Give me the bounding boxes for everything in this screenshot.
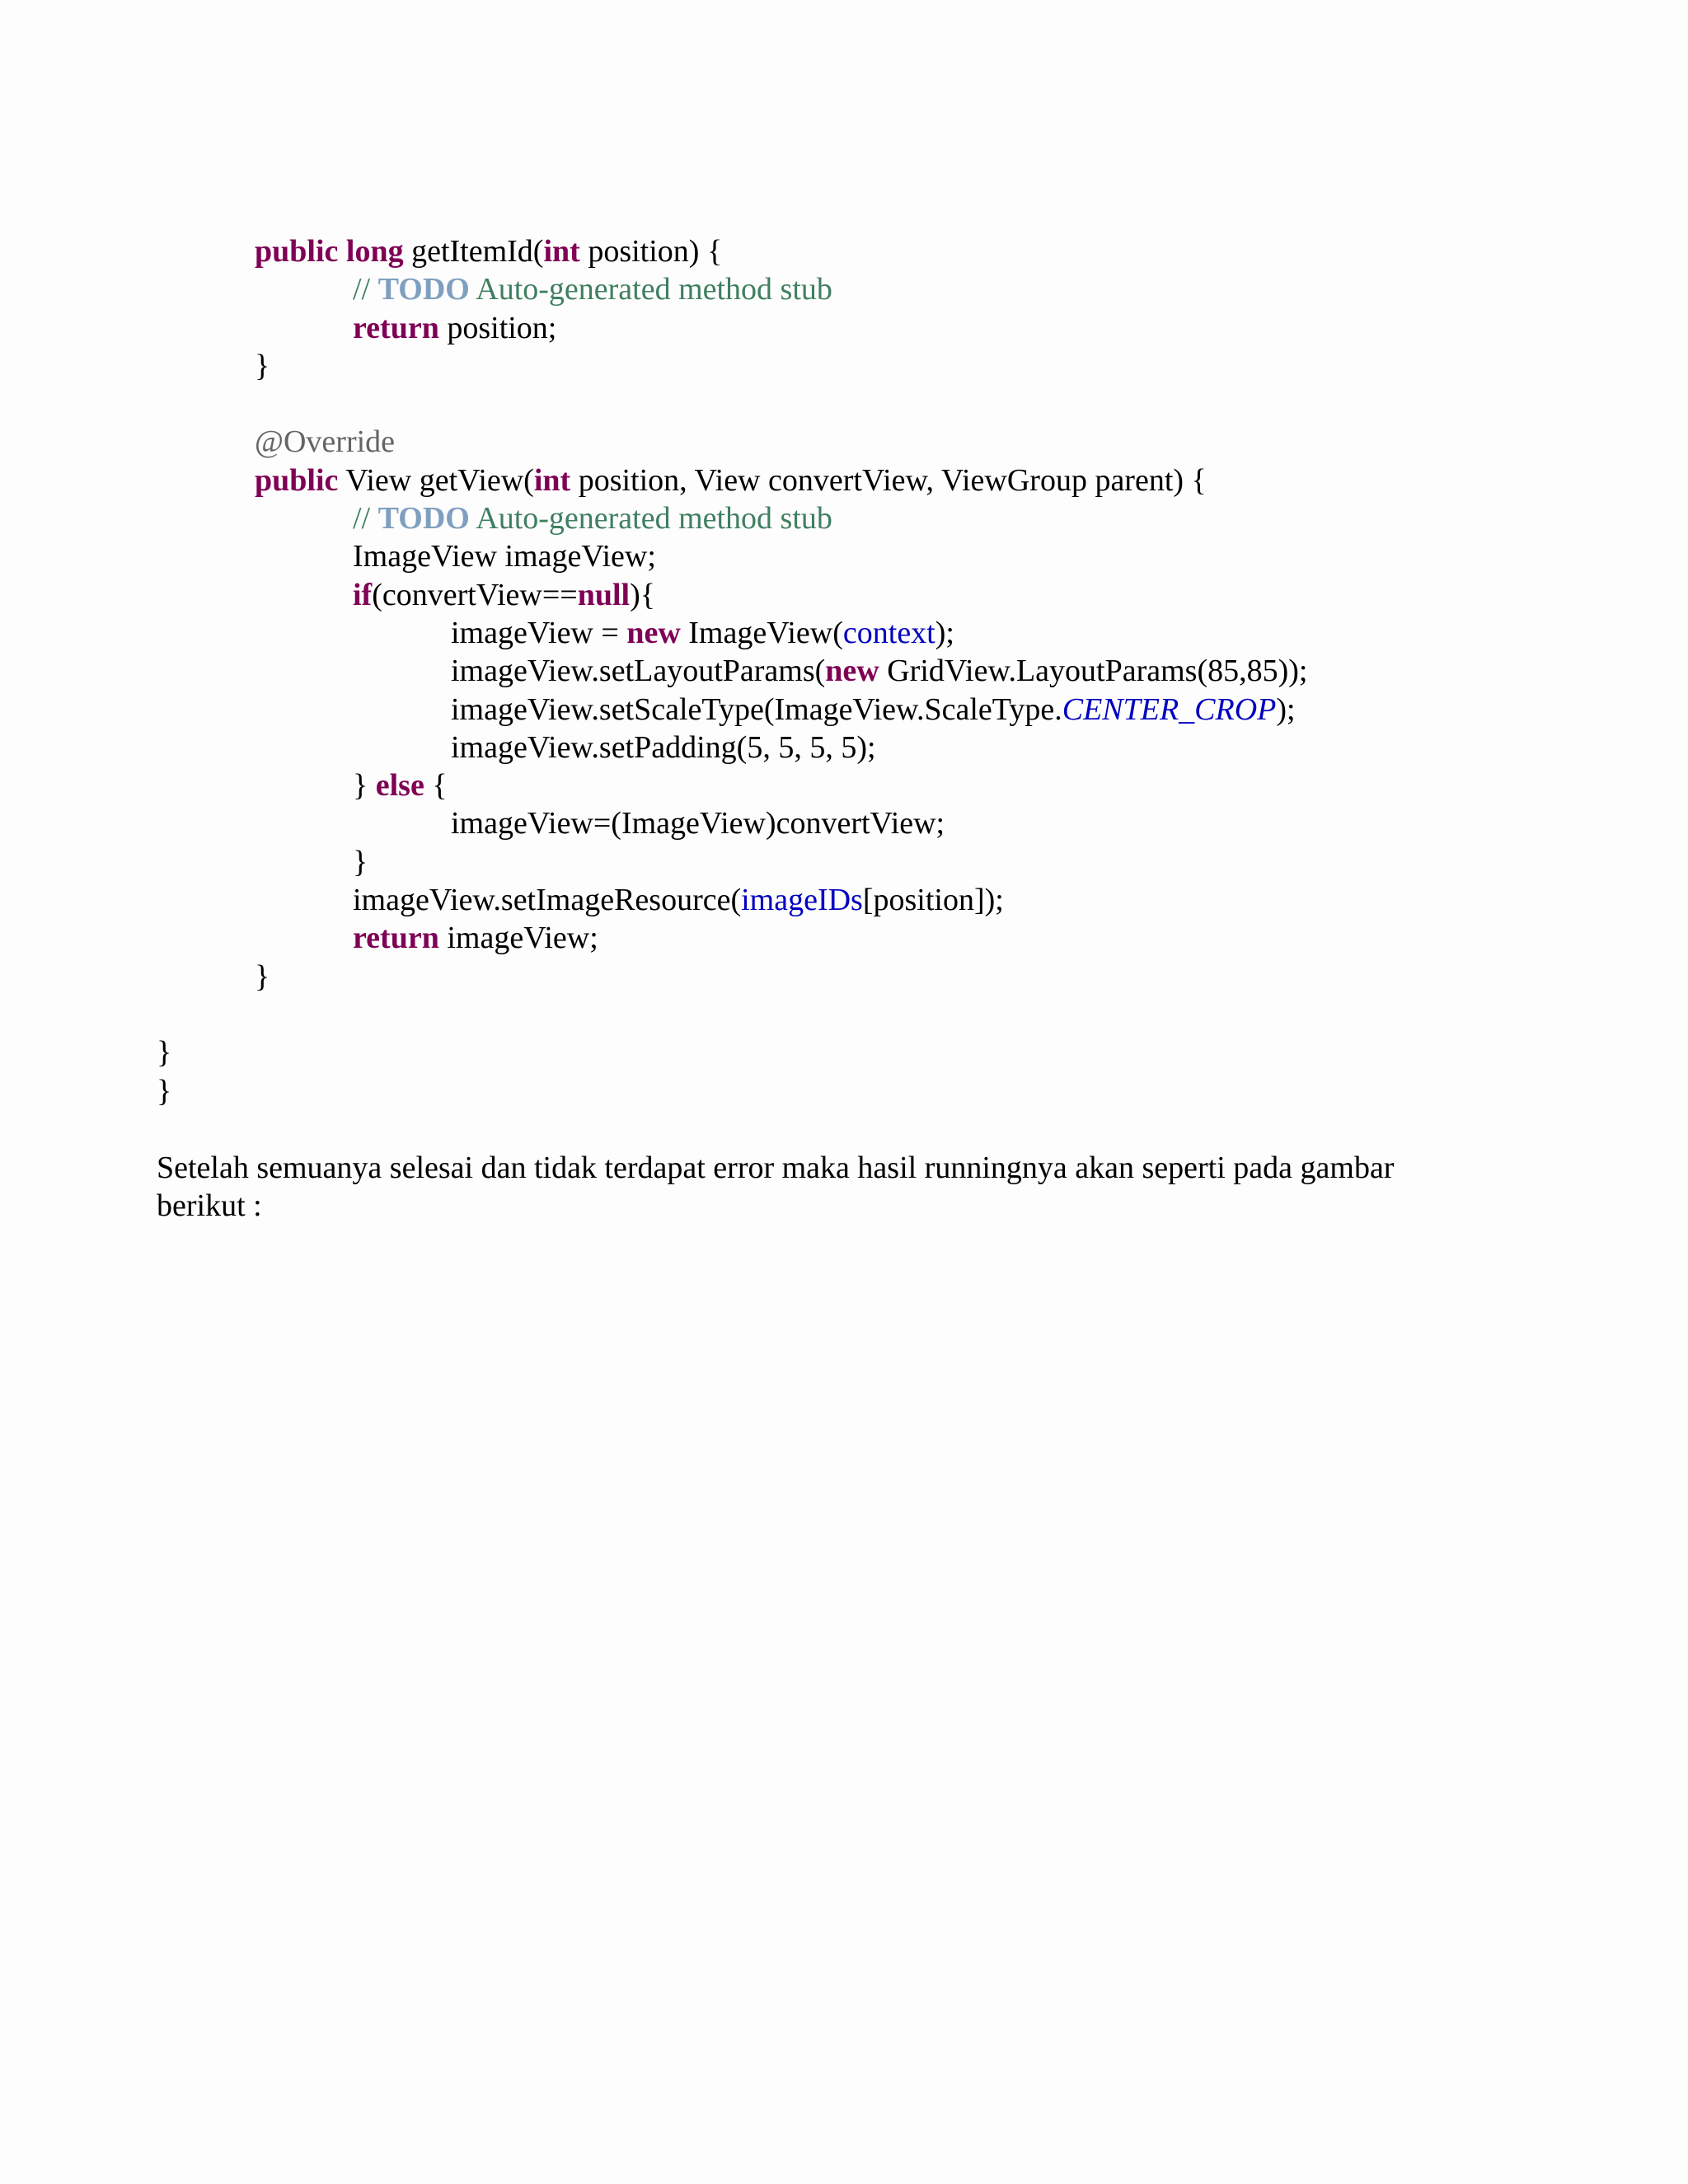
code-text: } <box>353 768 376 804</box>
keyword: new <box>626 615 681 650</box>
code-line <box>157 691 1607 729</box>
code-text: ){ <box>630 577 656 612</box>
code-text: } <box>353 844 368 879</box>
code-line <box>157 614 1607 652</box>
field-ref: imageIDs <box>741 883 863 918</box>
code-text: } <box>255 958 270 994</box>
body-paragraph <box>157 1149 1508 1226</box>
code-line <box>157 576 1607 614</box>
keyword: public <box>255 462 339 498</box>
blank-line <box>157 385 1607 423</box>
code-text: imageView.setImageResource( <box>353 883 742 918</box>
code-line <box>157 919 1607 957</box>
code-line <box>157 843 1607 881</box>
code-line <box>157 462 1607 499</box>
code-text: } <box>157 1073 172 1108</box>
code-text: getItemId( <box>403 234 544 269</box>
code-comment-line <box>157 499 1607 537</box>
code-line <box>157 347 1607 385</box>
code-text: View getView( <box>338 462 534 498</box>
code-text: imageView.setLayoutParams( <box>451 654 826 689</box>
annotation: @Override <box>255 424 396 460</box>
todo-tag: TODO <box>377 501 470 537</box>
code-line <box>157 309 1607 347</box>
todo-tag: TODO <box>377 272 470 307</box>
code-text: ); <box>935 615 954 650</box>
code-text: imageView.setScaleType(ImageView.ScaleType. <box>451 691 1062 727</box>
code-text: ImageView imageView; <box>353 539 656 574</box>
keyword: int <box>543 234 580 269</box>
code-text: imageView = <box>451 615 627 650</box>
code-line <box>157 958 1607 996</box>
code-text: position) { <box>579 234 723 269</box>
static-field-ref: CENTER_CROP <box>1062 691 1277 727</box>
code-comment-line <box>157 270 1607 308</box>
code-line <box>157 652 1607 690</box>
field-ref: context <box>842 615 935 650</box>
code-text: position; <box>438 310 557 345</box>
code-text: imageView=(ImageView)convertView; <box>451 806 945 841</box>
code-line <box>157 537 1607 575</box>
code-text: position, View convertView, ViewGroup parent) { <box>570 462 1207 498</box>
paragraph-line: Setelah semuanya selesai dan tidak terdapat error maka hasil runningnya akan seperti pada gambar <box>157 1151 1395 1185</box>
code-text: imageView; <box>438 921 598 956</box>
code-text: GridView.LayoutParams(85,85)); <box>879 654 1308 689</box>
comment: // <box>353 501 378 537</box>
keyword: null <box>577 577 631 612</box>
keyword: new <box>825 654 879 689</box>
code-text: } <box>157 1035 172 1071</box>
keyword: if <box>353 577 373 612</box>
code-line <box>157 804 1607 842</box>
keyword: long <box>345 234 404 269</box>
keyword: else <box>375 768 424 804</box>
comment: // <box>353 272 378 307</box>
comment: Auto-generated method stub <box>469 272 832 307</box>
code-block <box>157 232 1607 1110</box>
code-line <box>157 423 1607 461</box>
code-line <box>157 1072 1607 1110</box>
keyword: public <box>255 234 339 269</box>
code-text: (convertView== <box>372 577 578 612</box>
keyword: return <box>353 921 439 956</box>
code-line <box>157 1033 1607 1071</box>
code-text: [position]); <box>862 883 1004 918</box>
blank-line <box>157 996 1607 1033</box>
code-line <box>157 766 1607 804</box>
keyword: int <box>533 462 571 498</box>
comment: Auto-generated method stub <box>469 501 832 537</box>
code-text: ImageView( <box>680 615 843 650</box>
code-line <box>157 729 1607 766</box>
code-text: imageView.setPadding(5, 5, 5, 5); <box>451 729 876 765</box>
code-line <box>157 232 1607 270</box>
code-line <box>157 881 1607 919</box>
paragraph-line: berikut : <box>157 1188 262 1224</box>
keyword: return <box>353 310 439 345</box>
code-text: { <box>424 768 448 804</box>
code-text: } <box>255 348 270 383</box>
code-text: ); <box>1276 691 1296 727</box>
